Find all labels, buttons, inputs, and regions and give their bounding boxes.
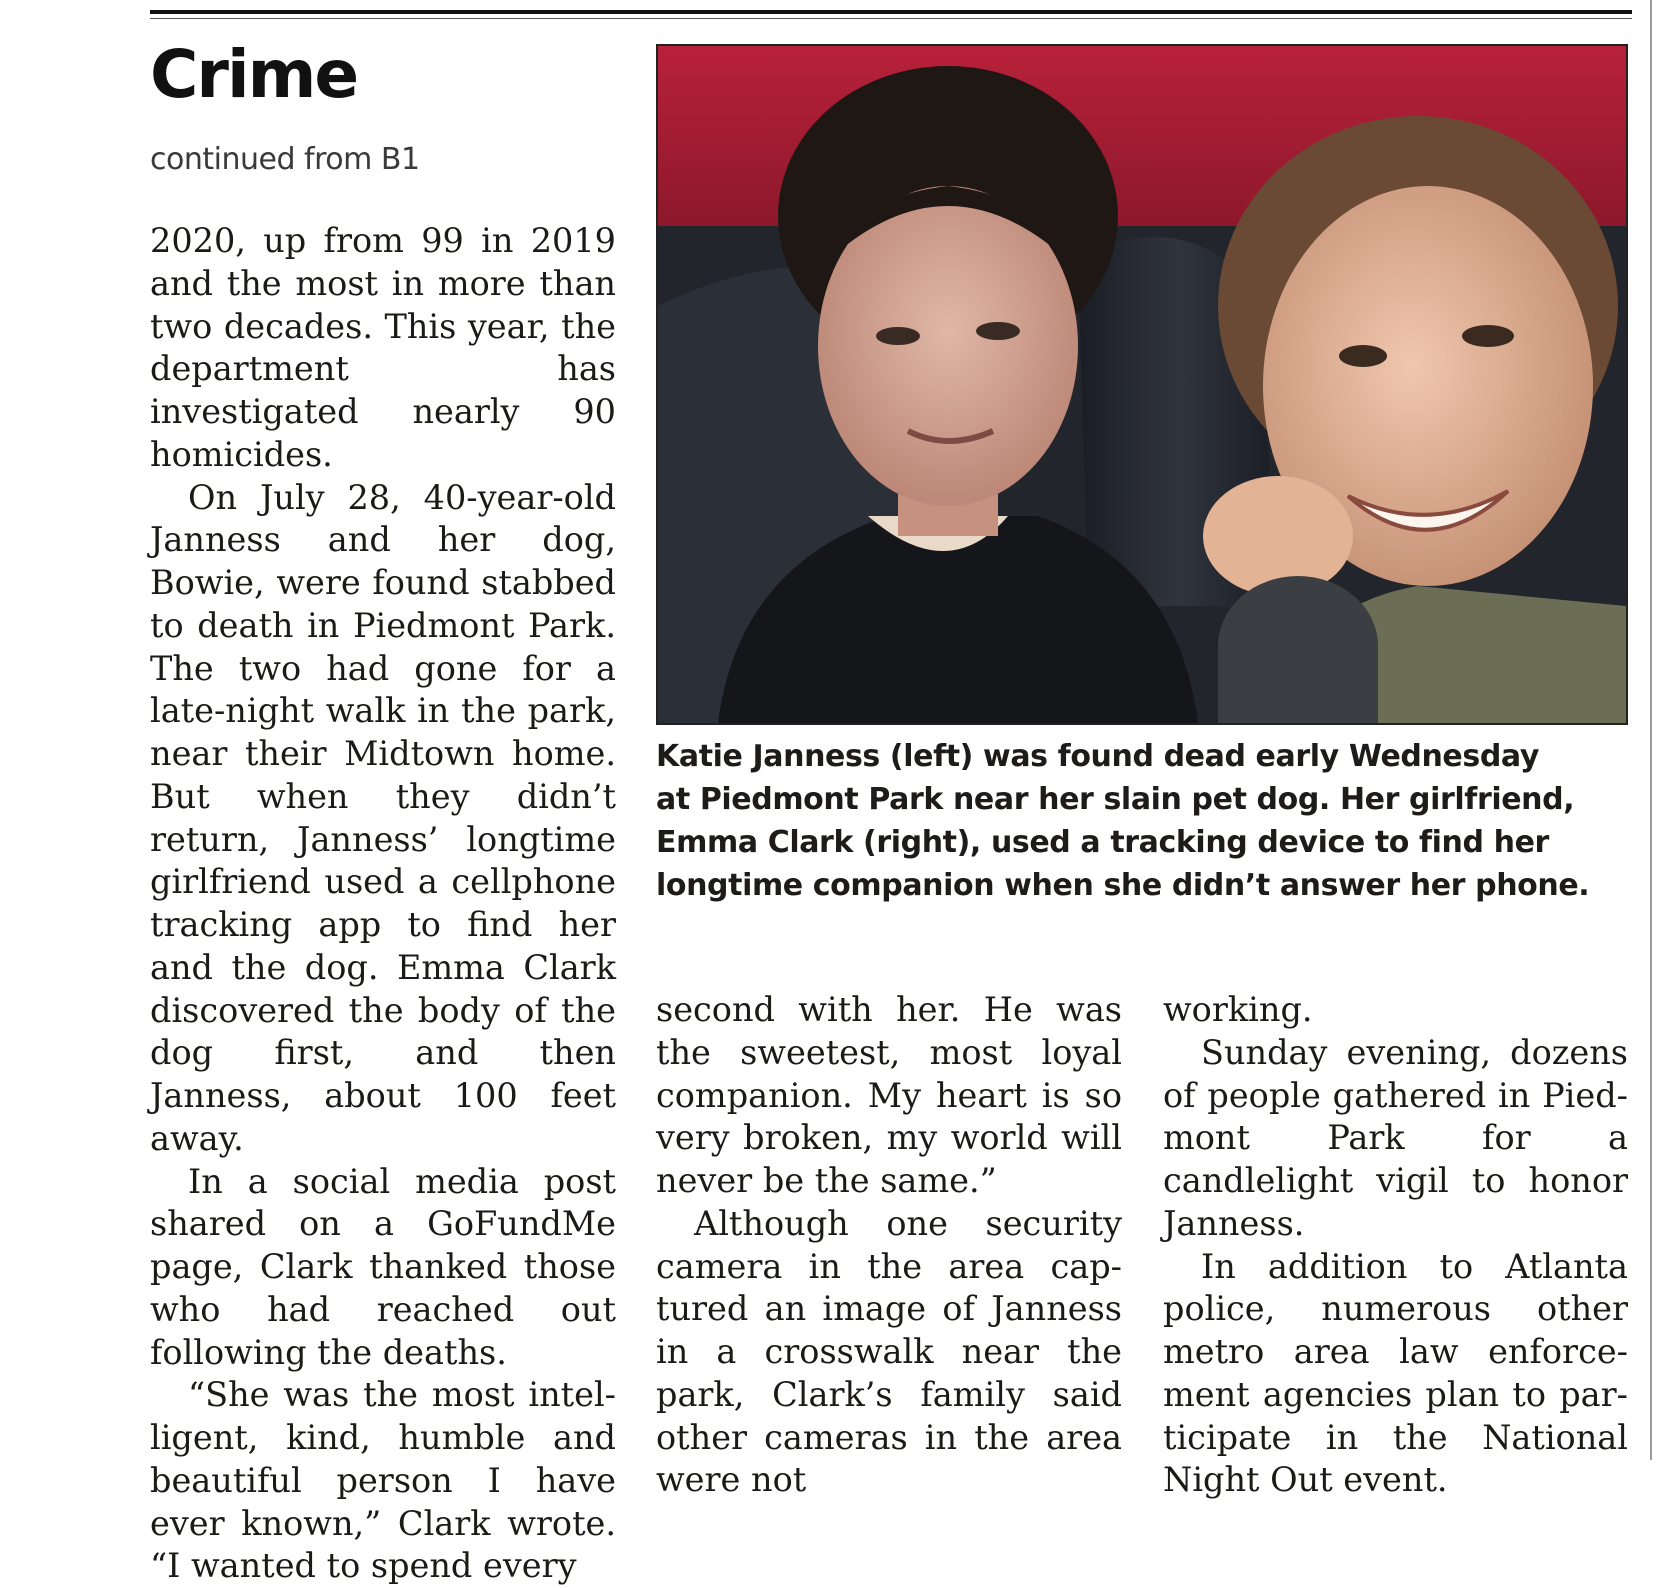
caption-line: longtime companion when she didn’t answer her phone. <box>656 868 1590 903</box>
paragraph: On July 28, 40-year-old Janness and her dog, Bowie, were found stabbed to death in Piedmont Park. The two had gone for a late-night walk in the park, near their Midtown home. But when they didn’t return, Janness’ longtime girlfriend used a cellphone tracking app to find her and the dog. Emma Clark discovered the body of the dog first, and then Janness, about 100 feet away. <box>150 477 616 1158</box>
photo-caption <box>656 735 1628 907</box>
news-photo <box>656 44 1628 725</box>
article-column-1 <box>150 220 616 1588</box>
article-column-3 <box>1163 989 1628 1502</box>
paragraph: Although one security camera in the area captured an image of Janness in a crosswalk near the park, Clark’s family said other cameras in the area were not <box>656 1203 1122 1500</box>
paragraph: “She was the most intelligent, kind, humble and beautiful person I have ever known,” Clark wrote. “I wanted to spend every <box>150 1375 616 1586</box>
photo-illustration <box>658 46 1626 723</box>
paragraph: working. <box>1163 990 1313 1029</box>
caption-line: at Piedmont Park near her slain pet dog. Her girlfriend, <box>656 782 1575 817</box>
article-column-2 <box>656 989 1122 1502</box>
paragraph: 2020, up from 99 in 2019 and the most in more than two decades. This year, the department has investigated nearly 90 homicides. <box>150 221 616 474</box>
paragraph: second with her. He was the sweetest, most loyal companion. My heart is so very broken, my world will never be the same.” <box>656 990 1122 1200</box>
page-edge-line <box>1650 0 1652 1460</box>
top-rule-thin <box>150 18 1632 19</box>
paragraph: Sunday evening, dozens of people gathered in Piedmont Park for a candlelight vigil to honor Janness. <box>1163 1032 1628 1243</box>
caption-line: Emma Clark (right), used a tracking device to find her <box>656 825 1549 860</box>
top-rule <box>150 10 1632 14</box>
paragraph: In a social media post shared on a GoFundMe page, Clark thanked those who had reached out following the deaths. <box>150 1161 616 1372</box>
paragraph: In addition to Atlanta police, numerous other metro area law enforcement agencies plan to participate in the National Night Out event. <box>1163 1246 1628 1500</box>
section-headline: Crime <box>150 36 358 113</box>
jump-line: continued from B1 <box>150 142 420 177</box>
caption-line: Katie Janness (left) was found dead early Wednesday <box>656 739 1539 774</box>
